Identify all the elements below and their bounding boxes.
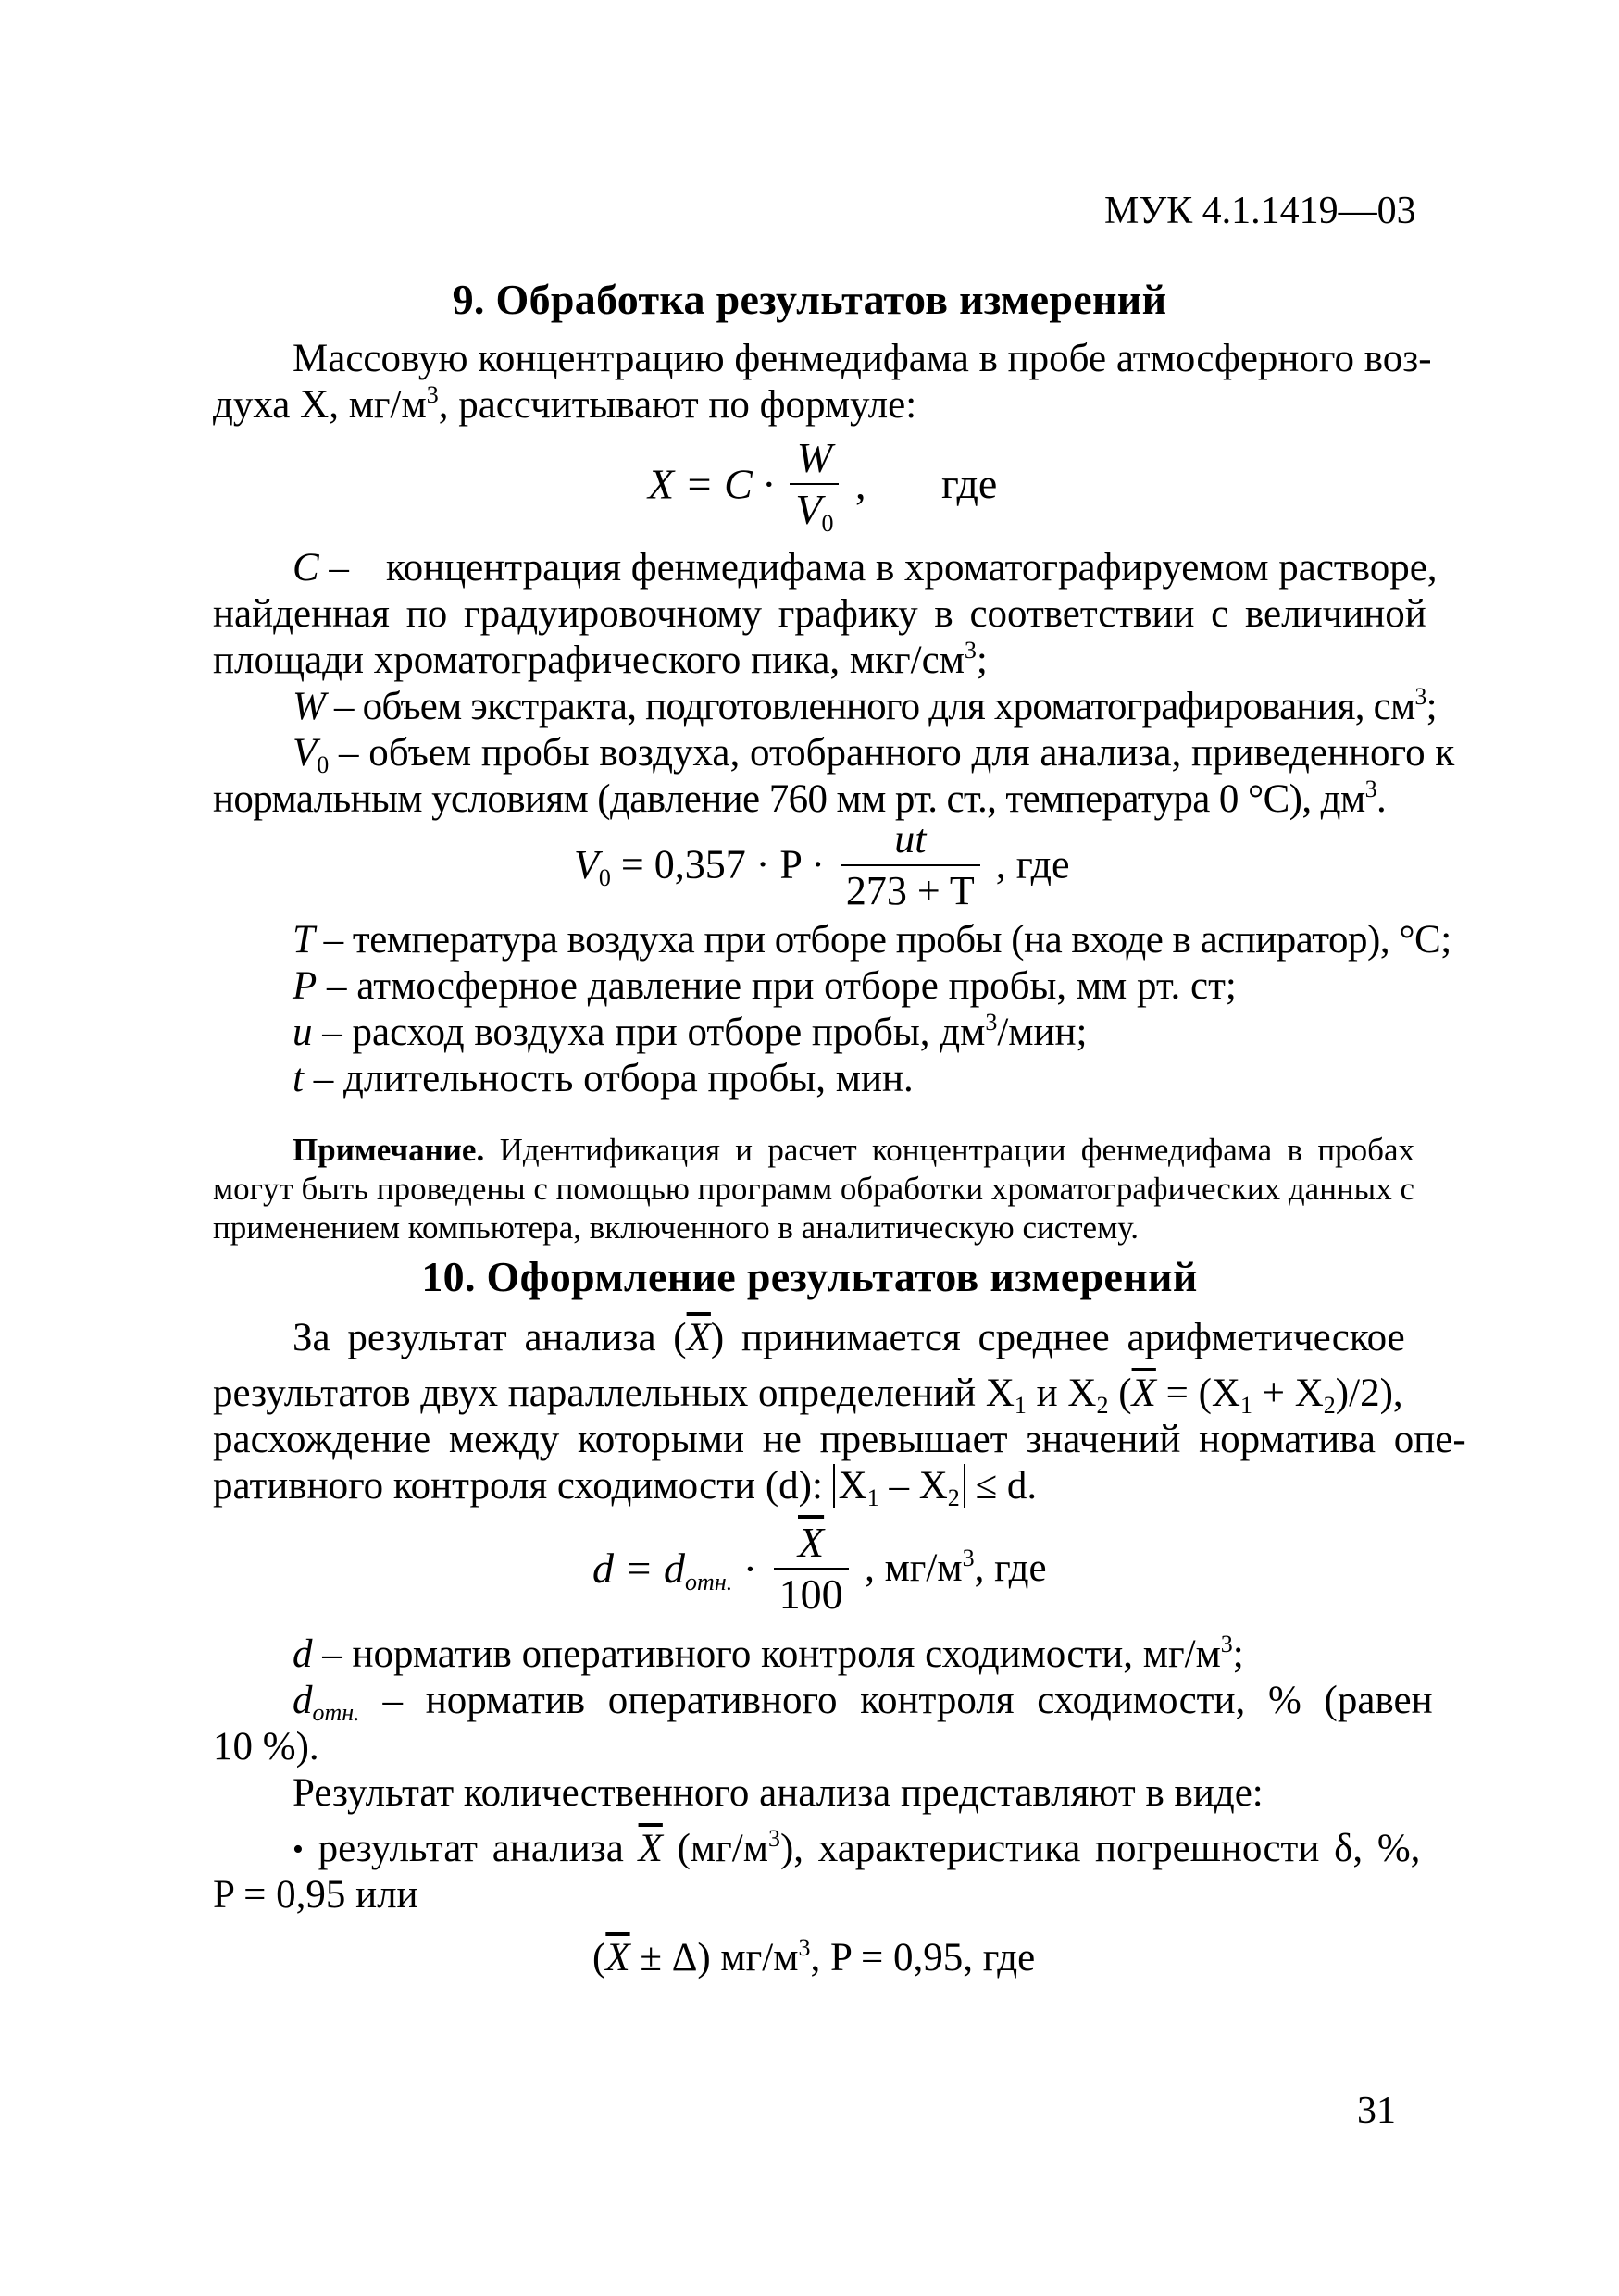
definition-d-otn-line-2: 10 %). xyxy=(213,1725,319,1769)
bullet-result-line-2: P = 0,95 или xyxy=(213,1873,418,1917)
definition-d: d – норматив оперативного контроля сходимости, $мг/м^3$; xyxy=(293,1631,1244,1676)
formula-v0: $V_0 = 0,357 \cdot P$ · $\frac{ut}{273 + T}$ , где xyxy=(574,814,1070,916)
section-9-title: 9. Обработка результатов измерений xyxy=(452,276,1167,323)
definition-t-duration: t – длительность отбора пробы, мин. xyxy=(293,1057,914,1100)
bullet-icon: • xyxy=(293,1832,304,1867)
formula-x-fraction: $\frac{W}{V_0}$ xyxy=(790,433,839,535)
definition-p: P – атмосферное давление при отборе пробы, мм рт. ст; xyxy=(293,964,1237,1008)
section-10-line-4: ративного контроля сходимости (d): $X_1 - X_2 \le d$. xyxy=(213,1464,1038,1511)
result-representation-intro: Результат количественного анализа представляют в виде: xyxy=(293,1771,1264,1815)
page-number: 31 xyxy=(1357,2090,1396,2132)
formula-v0-fraction: $\frac{ut}{273 + T}$ xyxy=(841,814,980,916)
definition-v0-line-1: $V_0$ – объем пробы воздуха, отобранного для анализа, приведенного к xyxy=(293,731,1455,778)
section-10-line-1: За результат анализа $(\overline{X})$ принимается среднее арифметическое xyxy=(293,1316,1405,1359)
definition-c-line-1: C – концентрация фенмедифама в хроматографируемом растворе, xyxy=(293,546,1438,590)
definition-u: u – расход воздуха при отборе пробы, $дм^3$/мин; xyxy=(293,1009,1088,1054)
formula-x: X = C · $\frac{W}{V_0}$ , где xyxy=(648,434,998,537)
formula-d-fraction: $\frac{\overline{X}}{100}$ xyxy=(774,1518,849,1620)
definition-w: W – объем экстракта, подготовленного для хроматографирования, $см^3$; xyxy=(293,683,1437,728)
section-10-title: 10. Оформление результатов измерений xyxy=(421,1253,1198,1300)
definition-c-line-3: площади хроматографического пика, мкг/$см^3$; xyxy=(213,637,988,682)
definition-v0-line-2: нормальным условиям (давление 760 мм рт. ст., температура 0 °C), $дм^3$. xyxy=(213,776,1387,821)
formula-d: $d = d_{отн.}$ · $\frac{\overline{X}}{100}$ , $мг/м^3$, где xyxy=(592,1519,1047,1618)
intro-line-2: духа X, $мг/м^3$, рассчитывают по формуле: xyxy=(213,381,917,427)
intro-line-1: Массовую концентрацию фенмедифама в пробе атмосферного воз- xyxy=(293,337,1432,380)
note-paragraph: Примечание. Идентификация и расчет концентрации фенмедифама в пробах могут быть проведены с помощью программ обработки хроматографических данных с применением компьютера, включенного в аналитическую систему. xyxy=(213,1132,1414,1246)
formula-result: $(\overline{X} \pm \Delta)$ $мг/м^3$, P = 0,95, где xyxy=(592,1934,1036,1980)
section-10-line-2: результатов двух параллельных определений $X_1$ и $X_2$ $(\overline{X} = (X_1 + X_2)/2)$, xyxy=(213,1371,1403,1419)
document-code-header: МУК 4.1.1419—03 xyxy=(1104,190,1416,232)
section-10-line-3: расхождение между которыми не превышает значений норматива опе- xyxy=(213,1418,1466,1461)
definition-d-otn-line-1: $d_{отн.}$ – норматив оперативного контроля сходимости, % (равен xyxy=(293,1679,1433,1726)
definition-c-line-2: найденная по градуировочному графику в соответствии с величиной xyxy=(213,592,1426,636)
bullet-result: • результат анализа $\overline{X}$ $(мг/м^3)$, характеристика погрешности δ, %, xyxy=(293,1825,1421,1870)
definition-t: T – температура воздуха при отборе пробы (на входе в аспиратор), °C; xyxy=(293,918,1451,962)
